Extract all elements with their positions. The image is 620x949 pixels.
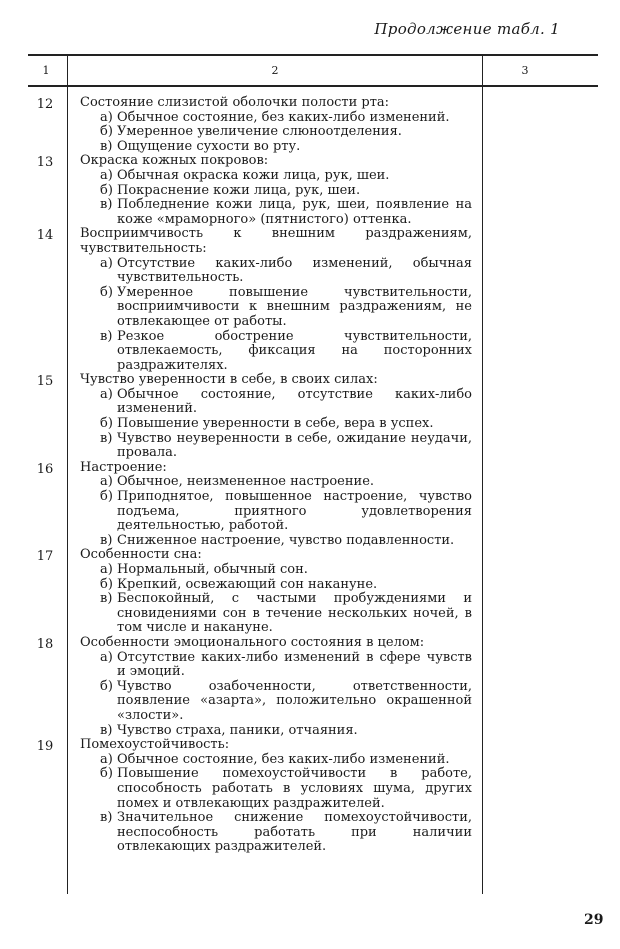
option-letter: в) bbox=[100, 532, 113, 548]
option-item bbox=[80, 767, 472, 811]
option-letter: а) bbox=[100, 474, 113, 490]
option-item bbox=[80, 534, 472, 549]
row-number: 19 bbox=[36, 739, 54, 755]
option-text: Обычное состояние, без каких-либо изменений. bbox=[117, 109, 450, 125]
option-letter: а) bbox=[100, 255, 113, 271]
option-text: Нормальный, обычный сон. bbox=[117, 562, 308, 577]
row-number: 12 bbox=[36, 97, 54, 112]
option-text: Отсутствие каких-либо изменений в сфере чувств и эмоций. bbox=[117, 649, 472, 680]
option-list bbox=[80, 111, 472, 155]
table-row bbox=[0, 227, 620, 373]
table-row bbox=[0, 548, 620, 636]
option-text: Резкое обострение чувствительности, отвлекаемость, фиксация на посторонних раздражителях. bbox=[117, 328, 472, 373]
indicator-title: Состояние слизистой оболочки полости рта: bbox=[80, 95, 390, 110]
option-list bbox=[80, 753, 472, 855]
option-letter: в) bbox=[100, 810, 113, 826]
column-header-2: 2 bbox=[271, 64, 279, 77]
row-content bbox=[80, 154, 472, 227]
row-number: 13 bbox=[36, 155, 54, 171]
row-number: 16 bbox=[36, 461, 54, 477]
option-text: Беспокойный, с частыми пробуждениями и сновидениями сон в течение нескольких ночей, в том числе и накануне. bbox=[117, 591, 472, 636]
option-letter: б) bbox=[100, 576, 113, 592]
option-text: Ощущение сухости во рту. bbox=[117, 138, 301, 154]
indicator-title: Особенности эмоционального состояния в целом: bbox=[80, 634, 425, 650]
indicator-title: Настроение: bbox=[80, 459, 167, 475]
table-row bbox=[0, 373, 620, 461]
option-list bbox=[80, 257, 472, 374]
option-letter: в) bbox=[100, 591, 113, 607]
option-text: Приподнятое, повышенное настроение, чувство подъема, приятного удовлетворения деятельностью, работой. bbox=[117, 489, 472, 534]
option-letter: а) bbox=[100, 751, 113, 767]
option-item bbox=[80, 651, 472, 680]
row-content bbox=[80, 461, 472, 549]
option-letter: б) bbox=[100, 766, 113, 782]
row-number: 17 bbox=[36, 549, 54, 565]
option-item bbox=[80, 198, 472, 227]
page-number: 29 bbox=[584, 912, 604, 928]
option-text: Обычное состояние, отсутствие каких-либо изменений. bbox=[117, 386, 472, 417]
option-item bbox=[80, 140, 472, 155]
indicator-title: Восприимчивость к внешним раздражениям, чувствительность: bbox=[80, 226, 472, 256]
indicator-title: Помехоустойчивость: bbox=[80, 737, 230, 753]
option-letter: в) bbox=[100, 722, 113, 738]
option-letter: б) bbox=[100, 678, 113, 694]
table-row bbox=[0, 461, 620, 549]
option-item bbox=[80, 184, 472, 199]
option-item bbox=[80, 490, 472, 534]
option-letter: в) bbox=[100, 328, 113, 344]
option-text: Умеренное увеличение слюноотделения. bbox=[117, 124, 402, 140]
option-item bbox=[80, 811, 472, 855]
indicator-title: Чувство уверенности в себе, в своих силах: bbox=[80, 372, 378, 388]
option-letter: а) bbox=[100, 562, 113, 577]
option-item bbox=[80, 724, 472, 739]
option-list bbox=[80, 475, 472, 548]
row-content bbox=[80, 636, 472, 738]
table-top-rule bbox=[28, 54, 598, 56]
table-header-rule bbox=[28, 85, 598, 87]
row-number: 15 bbox=[36, 374, 54, 390]
option-item bbox=[80, 111, 472, 126]
option-item bbox=[80, 563, 472, 578]
option-text: Крепкий, освежающий сон накануне. bbox=[117, 576, 378, 592]
option-text: Обычное состояние, без каких-либо изменений. bbox=[117, 751, 450, 767]
option-letter: в) bbox=[100, 138, 113, 154]
option-item bbox=[80, 753, 472, 768]
indicator-title: Окраска кожных покровов: bbox=[80, 153, 269, 169]
option-item bbox=[80, 592, 472, 636]
option-letter: а) bbox=[100, 649, 113, 665]
table-row bbox=[0, 96, 620, 154]
option-letter: а) bbox=[100, 109, 113, 125]
option-item bbox=[80, 680, 472, 724]
row-content bbox=[80, 96, 472, 154]
option-text: Обычная окраска кожи лица, рук, шеи. bbox=[117, 167, 390, 183]
row-content bbox=[80, 373, 472, 461]
table-row bbox=[0, 738, 620, 855]
option-text: Повышение уверенности в себе, вера в успех. bbox=[117, 416, 434, 432]
table-row bbox=[0, 154, 620, 227]
option-list bbox=[80, 169, 472, 227]
option-text: Побледнение кожи лица, рук, шеи, появление на коже «мраморного» (пятнистого) оттенка. bbox=[117, 197, 472, 227]
table-caption: Продолжение табл. 1 bbox=[374, 20, 560, 38]
option-text: Умеренное повышение чувствительности, восприимчивости к внешним раздражениям, не отвлекающее от работы. bbox=[117, 284, 472, 329]
option-letter: б) bbox=[100, 182, 113, 198]
row-content bbox=[80, 227, 472, 373]
option-text: Чувство страха, паники, отчаяния. bbox=[117, 722, 358, 738]
option-text: Повышение помехоустойчивости в работе, способность работать в условиях шума, других помех и отвлекающих раздражителей. bbox=[117, 766, 472, 811]
option-text: Сниженное настроение, чувство подавленности. bbox=[117, 532, 455, 548]
option-letter: в) bbox=[100, 430, 113, 446]
option-letter: а) bbox=[100, 167, 113, 183]
option-item bbox=[80, 578, 472, 593]
option-list bbox=[80, 388, 472, 461]
option-item bbox=[80, 417, 472, 432]
column-header-1: 1 bbox=[42, 64, 50, 77]
option-text: Обычное, неизмененное настроение. bbox=[117, 474, 375, 490]
option-item bbox=[80, 125, 472, 140]
option-item bbox=[80, 475, 472, 490]
option-item bbox=[80, 388, 472, 417]
row-content bbox=[80, 548, 472, 636]
option-item bbox=[80, 330, 472, 374]
option-list bbox=[80, 651, 472, 739]
option-item bbox=[80, 257, 472, 286]
option-text: Отсутствие каких-либо изменений, обычная чувствительность. bbox=[117, 255, 472, 286]
table-row bbox=[0, 636, 620, 738]
option-text: Значительное снижение помехоустойчивости, неспособность работать при наличии отвлекающих раздражителей. bbox=[117, 810, 472, 855]
row-number: 18 bbox=[36, 636, 54, 652]
table-body bbox=[0, 96, 620, 855]
option-letter: б) bbox=[100, 284, 113, 300]
option-text: Покраснение кожи лица, рук, шеи. bbox=[117, 182, 361, 198]
option-letter: б) bbox=[100, 124, 113, 140]
row-number: 14 bbox=[36, 228, 54, 244]
option-letter: а) bbox=[100, 386, 113, 402]
column-header-3: 3 bbox=[521, 64, 529, 77]
option-letter: в) bbox=[100, 197, 113, 213]
option-item bbox=[80, 432, 472, 461]
indicator-title: Особенности сна: bbox=[80, 547, 202, 563]
option-text: Чувство неуверенности в себе, ожидание неудачи, провала. bbox=[117, 430, 472, 461]
option-item bbox=[80, 286, 472, 330]
option-list bbox=[80, 563, 472, 636]
row-content bbox=[80, 738, 472, 855]
option-letter: б) bbox=[100, 489, 113, 505]
option-letter: б) bbox=[100, 416, 113, 432]
option-item bbox=[80, 169, 472, 184]
option-text: Чувство озабоченности, ответственности, появление «азарта», положительно окрашенной «злости». bbox=[117, 678, 472, 723]
